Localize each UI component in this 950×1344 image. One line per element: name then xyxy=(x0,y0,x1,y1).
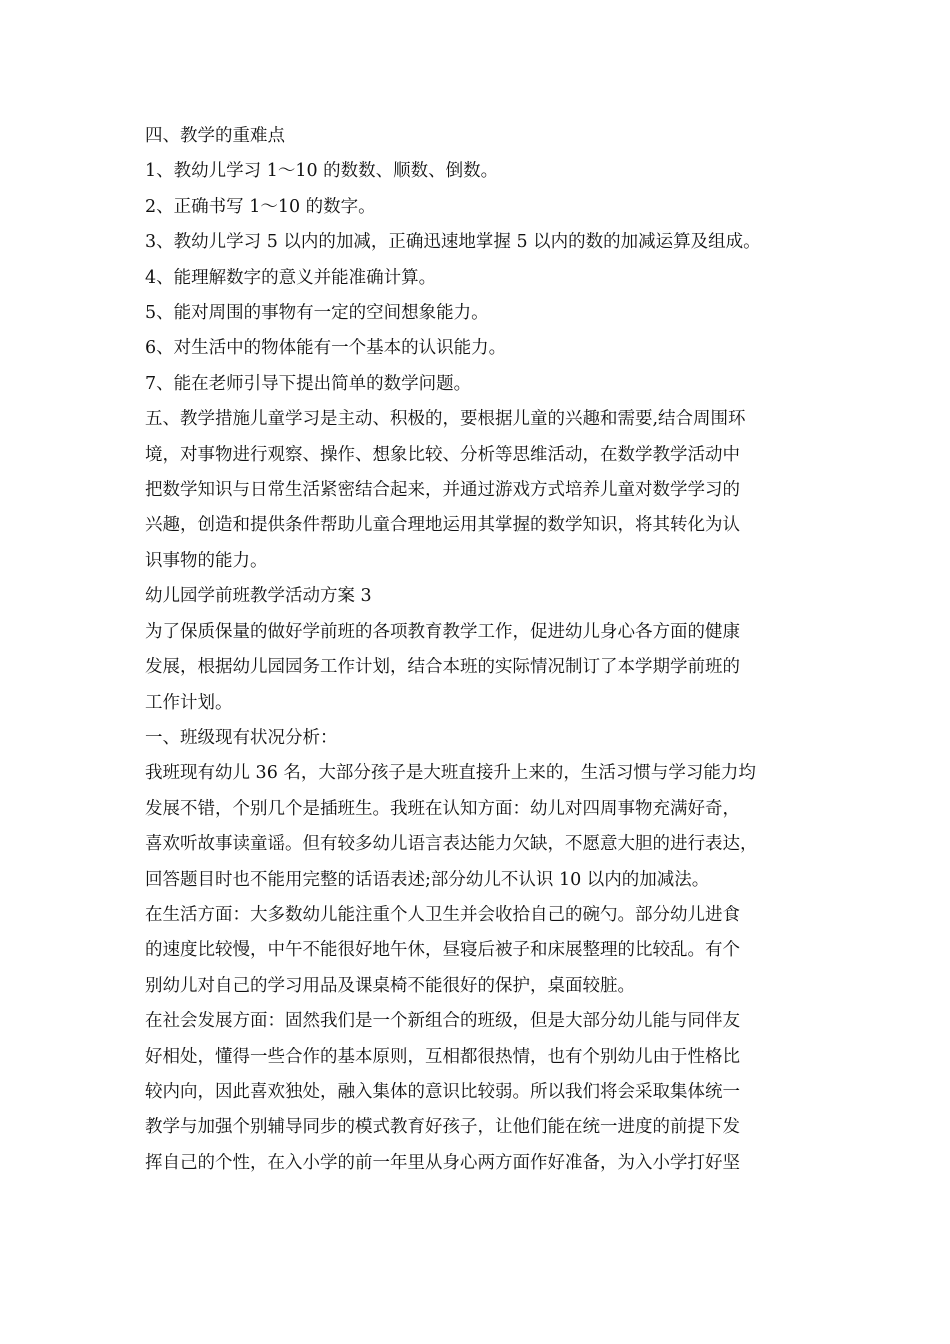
document-paragraph xyxy=(145,898,815,1004)
document-paragraph xyxy=(145,331,815,366)
paragraph-line: 6、对生活中的物体能有一个基本的认识能力。 xyxy=(145,338,507,359)
paragraph-line: 把数学知识与日常生活紧密结合起来，并通过游戏方式培养儿童对数学学习的 xyxy=(145,480,740,501)
paragraph-line: 好相处，懂得一些合作的基本原则，互相都很热情，也有个别幼儿由于性格比 xyxy=(145,1046,740,1067)
paragraph-line: 为了保质保量的做好学前班的各项教育教学工作，促进幼儿身心各方面的健康 xyxy=(145,621,740,642)
paragraph-line: 境，对事物进行观察、操作、想象比较、分析等思维活动，在数学教学活动中 xyxy=(145,444,740,465)
document-paragraph xyxy=(145,1004,815,1181)
paragraph-line: 挥自己的个性，在入小学的前一年里从身心两方面作好准备，为入小学打好坚 xyxy=(145,1152,740,1173)
document-paragraph xyxy=(145,721,815,756)
paragraph-line: 工作计划。 xyxy=(145,692,233,713)
paragraph-line: 幼儿园学前班教学活动方案 3 xyxy=(145,586,372,607)
paragraph-line: 教学与加强个别辅导同步的模式教育好孩子，让他们能在统一进度的前提下发 xyxy=(145,1117,740,1138)
paragraph-line: 的速度比较慢，中午不能很好地午休，昼寝后被子和床展整理的比较乱。有个 xyxy=(145,940,740,961)
document-paragraph xyxy=(145,119,815,154)
paragraph-line: 四、教学的重难点 xyxy=(145,126,285,146)
paragraph-line: 3、教幼儿学习 5 以内的加减，正确迅速地掌握 5 以内的数的加减运算及组成。 xyxy=(145,232,761,253)
paragraph-line: 4、能理解数字的意义并能准确计算。 xyxy=(145,267,437,288)
paragraph-line: 在社会发展方面：固然我们是一个新组合的班级，但是大部分幼儿能与同伴友 xyxy=(145,1011,740,1032)
paragraph-line: 回答题目时也不能用完整的话语表述;部分幼儿不认识 10 以内的加减法。 xyxy=(145,869,710,890)
paragraph-line: 识事物的能力。 xyxy=(145,550,268,571)
paragraph-line: 在生活方面：大多数幼儿能注重个人卫生并会收拾自己的碗勺。部分幼儿进食 xyxy=(145,904,740,925)
document-paragraph xyxy=(145,296,815,331)
paragraph-line: 发展不错，个别几个是插班生。我班在认知方面：幼儿对四周事物充满好奇， xyxy=(145,798,740,819)
document-paragraph xyxy=(145,190,815,225)
document-paragraph xyxy=(145,367,815,402)
paragraph-line: 发展，根据幼儿园园务工作计划，结合本班的实际情况制订了本学期学前班的 xyxy=(145,657,740,678)
document-paragraph xyxy=(145,225,815,260)
paragraph-line: 别幼儿对自己的学习用品及课桌椅不能很好的保护，桌面较脏。 xyxy=(145,975,635,996)
paragraph-line: 我班现有幼儿 36 名，大部分孩子是大班直接升上来的，生活习惯与学习能力均 xyxy=(145,763,756,784)
paragraph-line: 喜欢听故事读童谣。但有较多幼儿语言表达能力欠缺，不愿意大胆的进行表达， xyxy=(145,834,758,855)
document-paragraph xyxy=(145,579,815,614)
document-paragraph xyxy=(145,402,815,579)
paragraph-line: 一、班级现有状况分析： xyxy=(145,727,338,748)
paragraph-line: 兴趣，创造和提供条件帮助儿童合理地运用其掌握的数学知识，将其转化为认 xyxy=(145,515,740,536)
paragraph-line: 7、能在老师引导下提出简单的数学问题。 xyxy=(145,373,472,394)
document-body xyxy=(145,119,815,1181)
paragraph-line: 较内向，因此喜欢独处，融入集体的意识比较弱。所以我们将会采取集体统一 xyxy=(145,1081,740,1102)
document-paragraph xyxy=(145,154,815,189)
paragraph-line: 五、教学措施儿童学习是主动、积极的，要根据儿童的兴趣和需要,结合周围环 xyxy=(145,409,746,430)
paragraph-line: 1、教幼儿学习 1～10 的数数、顺数、倒数。 xyxy=(145,161,499,182)
document-paragraph xyxy=(145,615,815,721)
document-paragraph xyxy=(145,756,815,898)
document-paragraph xyxy=(145,261,815,296)
paragraph-line: 2、正确书写 1～10 的数字。 xyxy=(145,196,376,217)
paragraph-line: 5、能对周围的事物有一定的空间想象能力。 xyxy=(145,303,489,324)
